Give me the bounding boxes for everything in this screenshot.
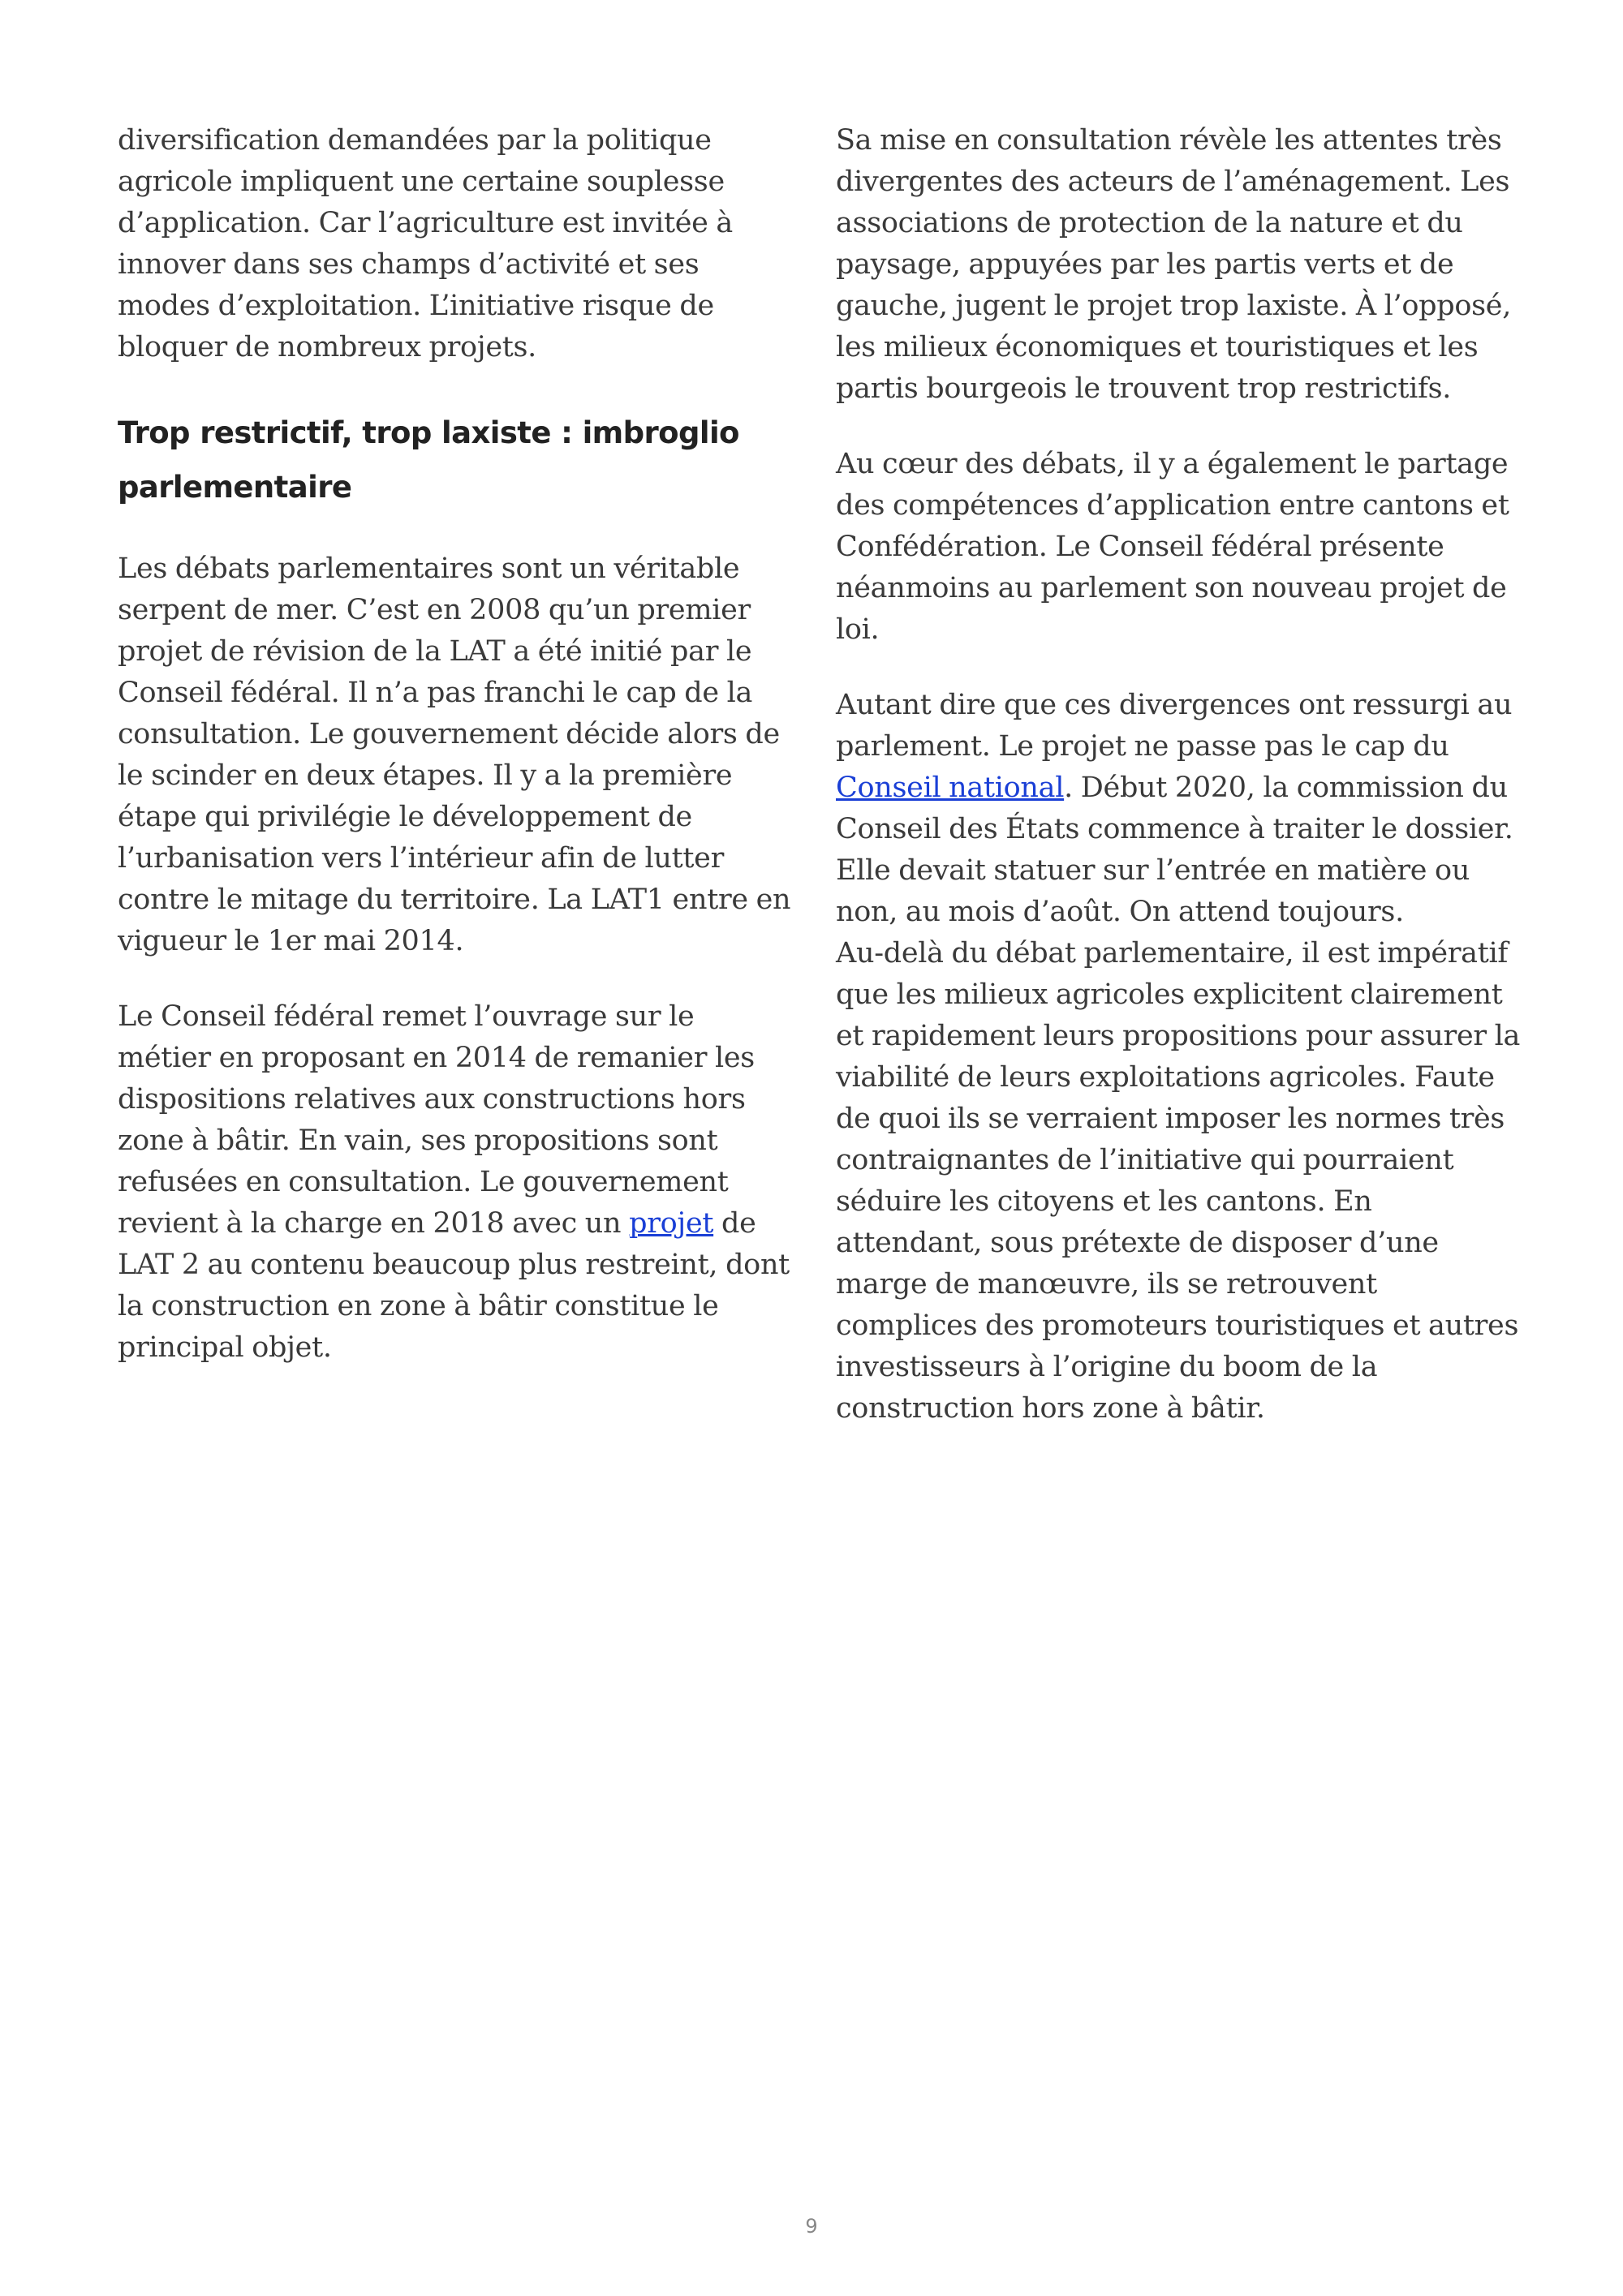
paragraph-text-after-link: de LAT 2 au contenu beaucoup plus restreint, dont la construction en zone à bâtir constitue le principal objet. — [118, 1207, 790, 1364]
paragraph-diversification: diversification demandées par la politique agricole impliquent une certaine souplesse d’application. Car l’agriculture est invitée à innover dans ses champs d’activité et ses modes d’exploitation. L’initiative risque de bloquer de nombreux projets. — [118, 124, 733, 363]
paragraph-text-before-link: Autant dire que ces divergences ont ressurgi au parlement. Le projet ne passe pas le cap du — [836, 689, 1513, 763]
paragraph-conseil-federal — [118, 996, 791, 1369]
right-column — [836, 120, 1522, 1464]
paragraph-divergences — [836, 685, 1522, 933]
paragraph-debats-parlementaires: Les débats parlementaires sont un véritable serpent de mer. C’est en 2008 qu’un premier projet de révision de la LAT a été initié par le Conseil fédéral. Il n’a pas franchi le cap de la consultation. Le gouvernement décide alors de le scinder en deux étapes. Il y a la première étape qui privilégie le développement de l’urbanisation vers l’intérieur afin de lutter contre le mitage du territoire. La LAT1 entre en vigueur le 1er mai 2014. — [118, 553, 791, 957]
section-heading: Trop restrictif, trop laxiste : imbroglio parlementaire — [118, 415, 739, 505]
paragraph-text-after-link: . Début 2020, la commission du Conseil des États commence à traiter le dossier. Elle devait statuer sur l’entrée en matière ou non, au mois d’août. On attend toujours. — [836, 772, 1513, 928]
page-number: 9 — [805, 2215, 818, 2238]
paragraph-text-before-link: Le Conseil fédéral remet l’ouvrage sur le métier en proposant en 2014 de remanier les dispositions relatives aux constructions hors zone à bâtir. En vain, ses propositions sont refusées en consultation. Le gouvernement revient à la charge en 2018 avec un — [118, 1000, 755, 1240]
left-column — [118, 120, 791, 1403]
conseil-national-link[interactable]: Conseil national — [836, 772, 1065, 804]
paragraph-mise-en-consultation: Sa mise en consultation révèle les attentes très divergentes des acteurs de l’aménagement. Les associations de protection de la nature et du paysage, appuyées par les partis verts et de gauche, jugent le projet trop laxiste. À l’opposé, les milieux économiques et touristiques et les partis bourgeois le trouvent trop restrictifs. — [836, 124, 1512, 405]
paragraph-au-dela-du-debat: Au-delà du débat parlementaire, il est impératif que les milieux agricoles explicitent clairement et rapidement leurs propositions pour assurer la viabilité de leurs exploitations agricoles. Faute de quoi ils se verraient imposer les normes très contraignantes de l’initiative qui pourraient séduire les citoyens et les cantons. En attendant, sous prétexte de disposer d’une marge de manœuvre, ils se retrouvent complices des promoteurs touristiques et autres investisseurs à l’origine du boom de la construction hors zone à bâtir. — [836, 937, 1521, 1425]
paragraph-coeur-des-debats: Au cœur des débats, il y a également le partage des compétences d’application entre cantons et Confédération. Le Conseil fédéral présente néanmoins au parlement son nouveau projet de loi. — [836, 448, 1509, 646]
projet-link[interactable]: projet — [629, 1207, 714, 1240]
